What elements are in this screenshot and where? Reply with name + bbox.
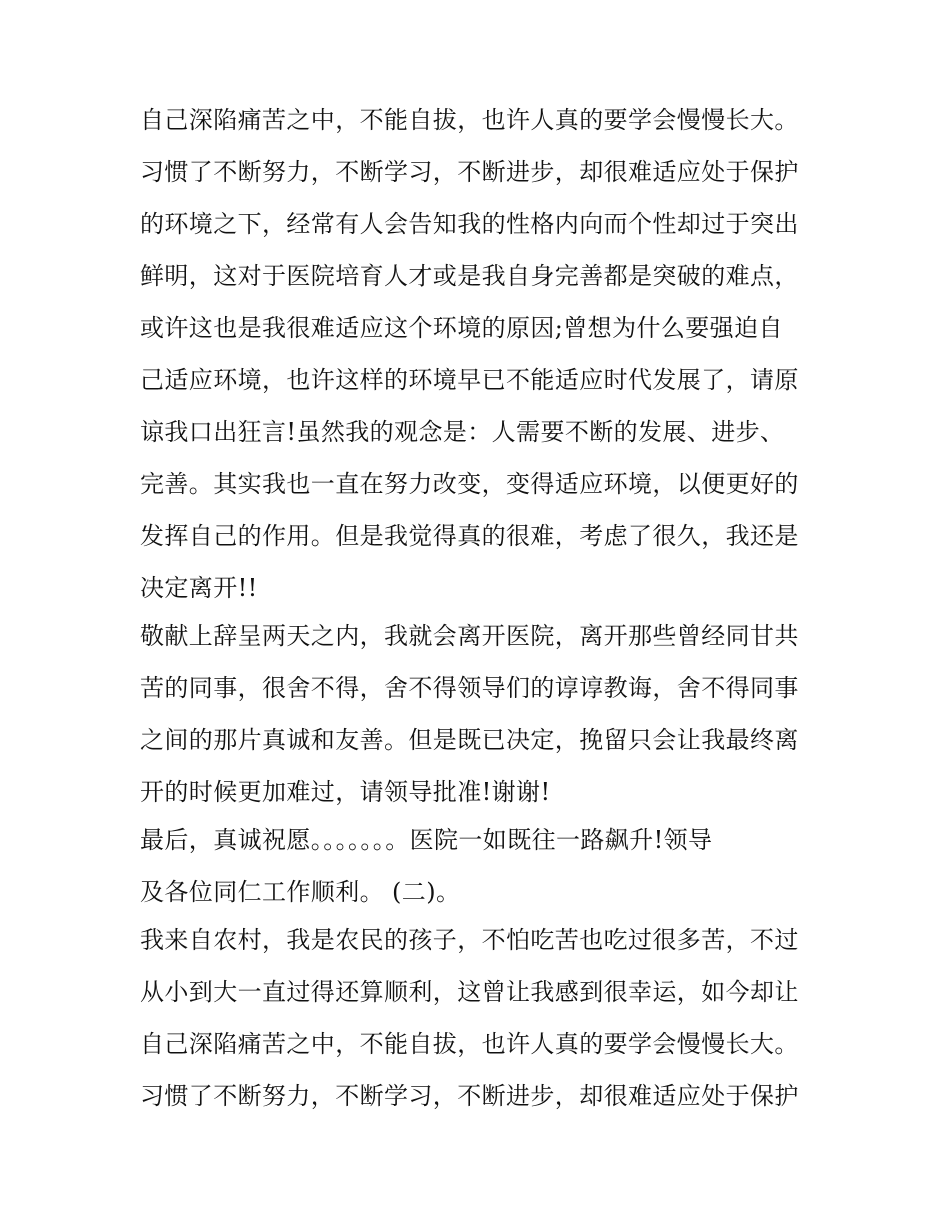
text-line: 自己深陷痛苦之中，不能自拔，也许人真的要学会慢慢长大。 (140, 1030, 799, 1058)
text-line: 的环境之下，经常有人会告知我的性格内向而个性却过于突出 (140, 210, 799, 238)
text-line: 完善。其实我也一直在努力改变，变得适应环境，以便更好的 (140, 470, 799, 498)
text-line: 从小到大一直过得还算顺利，这曾让我感到很幸运，如今却让 (140, 978, 799, 1006)
text-line: 习惯了不断努力，不断学习，不断进步，却很难适应处于保护 (140, 1082, 799, 1110)
text-line: 鲜明，这对于医院培育人才或是我自身完善都是突破的难点， (140, 262, 799, 290)
text-line: 决定离开!! (140, 574, 258, 602)
text-line: 习惯了不断努力，不断学习，不断进步，却很难适应处于保护 (140, 158, 799, 186)
text-line: 己适应环境，也许这样的环境早已不能适应时代发展了，请原 (140, 366, 799, 394)
text-line: 最后，真诚祝愿。。。。。。。医院一如既往一路飙升!领导 (140, 826, 713, 854)
text-line: 自己深陷痛苦之中，不能自拔，也许人真的要学会慢慢长大。 (140, 106, 799, 134)
text-line: 或许这也是我很难适应这个环境的原因;曾想为什么要强迫自 (140, 314, 783, 342)
document-body (140, 108, 820, 1136)
text-line: 及各位同仁工作顺利。 (二)。 (140, 878, 461, 906)
text-line: 谅我口出狂言!虽然我的观念是：人需要不断的发展、进步、 (140, 418, 785, 446)
text-line: 之间的那片真诚和友善。但是既已决定，挽留只会让我最终离 (140, 726, 799, 754)
text-line: 我来自农村，我是农民的孩子，不怕吃苦也吃过很多苦，不过 (140, 926, 799, 954)
text-line: 开的时候更加难过，请领导批准!谢谢! (140, 778, 551, 806)
text-line: 敬献上辞呈两天之内，我就会离开医院，离开那些曾经同甘共 (140, 622, 799, 650)
text-line: 苦的同事，很舍不得，舍不得领导们的谆谆教诲，舍不得同事 (140, 674, 799, 702)
text-line: 发挥自己的作用。但是我觉得真的很难，考虑了很久，我还是 (140, 522, 799, 550)
